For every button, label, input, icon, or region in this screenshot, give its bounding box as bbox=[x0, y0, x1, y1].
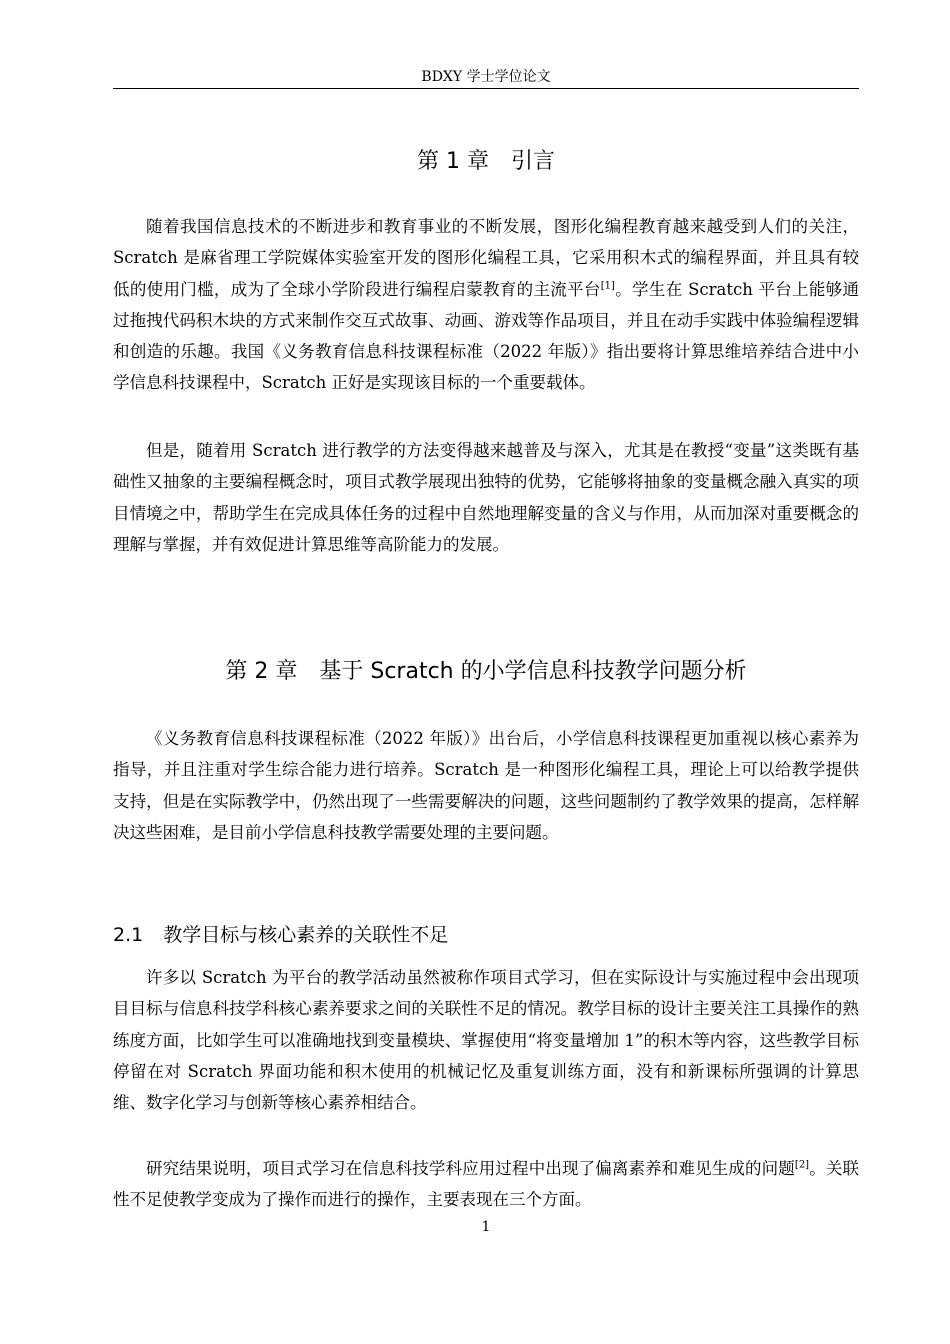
running-header: BDXY 学士学位论文 bbox=[421, 69, 551, 85]
section-2-1-number: 2.1 bbox=[113, 924, 144, 946]
chapter-1-paragraph-1 bbox=[113, 211, 859, 399]
chapter-1-paragraph-2: 但是，随着用 Scratch 进行教学的方法变得越来越普及与深入，尤其是在教授“变量”这类既有基础性又抽象的主要编程概念时，项目式教学展现出独特的优势，它能够将抽象的变量概念融入真实的项目情境之中，帮助学生在完成具体任务的过程中自然地理解变量的含义与作用，从而加深对重要概念的理解与掌握，并有效促进计算思维等高阶能力的发展。 bbox=[113, 441, 859, 554]
header-rule bbox=[113, 88, 859, 89]
chapter-1-number: 第 1 章 bbox=[417, 149, 489, 174]
chapter-2-paragraph-1: 《义务教育信息科技课程标准（2022 年版）》出台后，小学信息科技课程更加重视以核心素养为指导，并且注重对学生综合能力进行培养。Scratch 是一种图形化编程工具，理论上可以给教学提供支持，但是在实际教学中，仍然出现了一些需要解决的问题，这些问题制约了教学效果的提高，怎样解决这些困难，是目前小学信息科技教学需要处理的主要问题。 bbox=[113, 729, 859, 842]
paragraph-text: 。关联性不足使教学变成为了操作而进行的操作，主要表现在三个方面。 bbox=[113, 1159, 860, 1210]
chapter-2-number: 第 2 章 bbox=[225, 659, 298, 684]
citation-ref-1: [1] bbox=[600, 280, 615, 292]
paragraph-text: 研究结果说明，项目式学习在信息科技学科应用过程中出现了偏离素养和难见生成的问题 bbox=[146, 1159, 795, 1178]
section-2-1-heading bbox=[113, 922, 859, 948]
page-number: 1 bbox=[481, 1219, 491, 1235]
section-2-1-paragraph-1: 许多以 Scratch 为平台的教学活动虽然被称作项目式学习，但在实际设计与实施过程中会出现项目目标与信息科技学科核心素养要求之间的关联性不足的情况。教学目标的设计主要关注工具操作的熟练度方面，比如学生可以准确地找到变量模块、掌握使用“将变量增加 1”的积木等内容，这些教学目标停留在对 Scratch 界面功能和积木使用的机械记忆及重复训练方面，没有和新课标所强调的计算思维、数字化学习与创新等核心素养相结合。 bbox=[113, 968, 859, 1113]
paragraph-text: 随着我国信息技术的不断进步和教育事业的不断发展，图形化编程教育越来越受到人们的关注，Scratch 是麻省理工学院媒体实验室开发的图形化编程工具，它采用积木式的编程界面，并且具有较低的使用门槛，成为了全球小学阶段进行编程启蒙教育的主流平台 bbox=[113, 217, 859, 299]
chapter-1-title: 引言 bbox=[510, 149, 555, 174]
citation-ref-2: [2] bbox=[794, 1159, 810, 1171]
section-2-1-title: 教学目标与核心素养的关联性不足 bbox=[163, 924, 449, 946]
section-2-1-paragraph-2 bbox=[113, 1153, 859, 1216]
chapter-2-heading bbox=[113, 657, 859, 687]
chapter-1-heading bbox=[113, 147, 859, 177]
chapter-2-title: 基于 Scratch 的小学信息科技教学问题分析 bbox=[319, 659, 747, 684]
paragraph-text: 。学生在 Scratch 平台上能够通过拖拽代码积木块的方式来制作交互式故事、动画、游戏等作品项目，并且在动手实践中体验编程逻辑和创造的乐趣。我国《义务教育信息科技课程标准（2022 年版）》指出要将计算思维培养结合进中小学信息科技课程中，Scratch 正好是实现该目标的一个重要载体。 bbox=[113, 279, 860, 393]
